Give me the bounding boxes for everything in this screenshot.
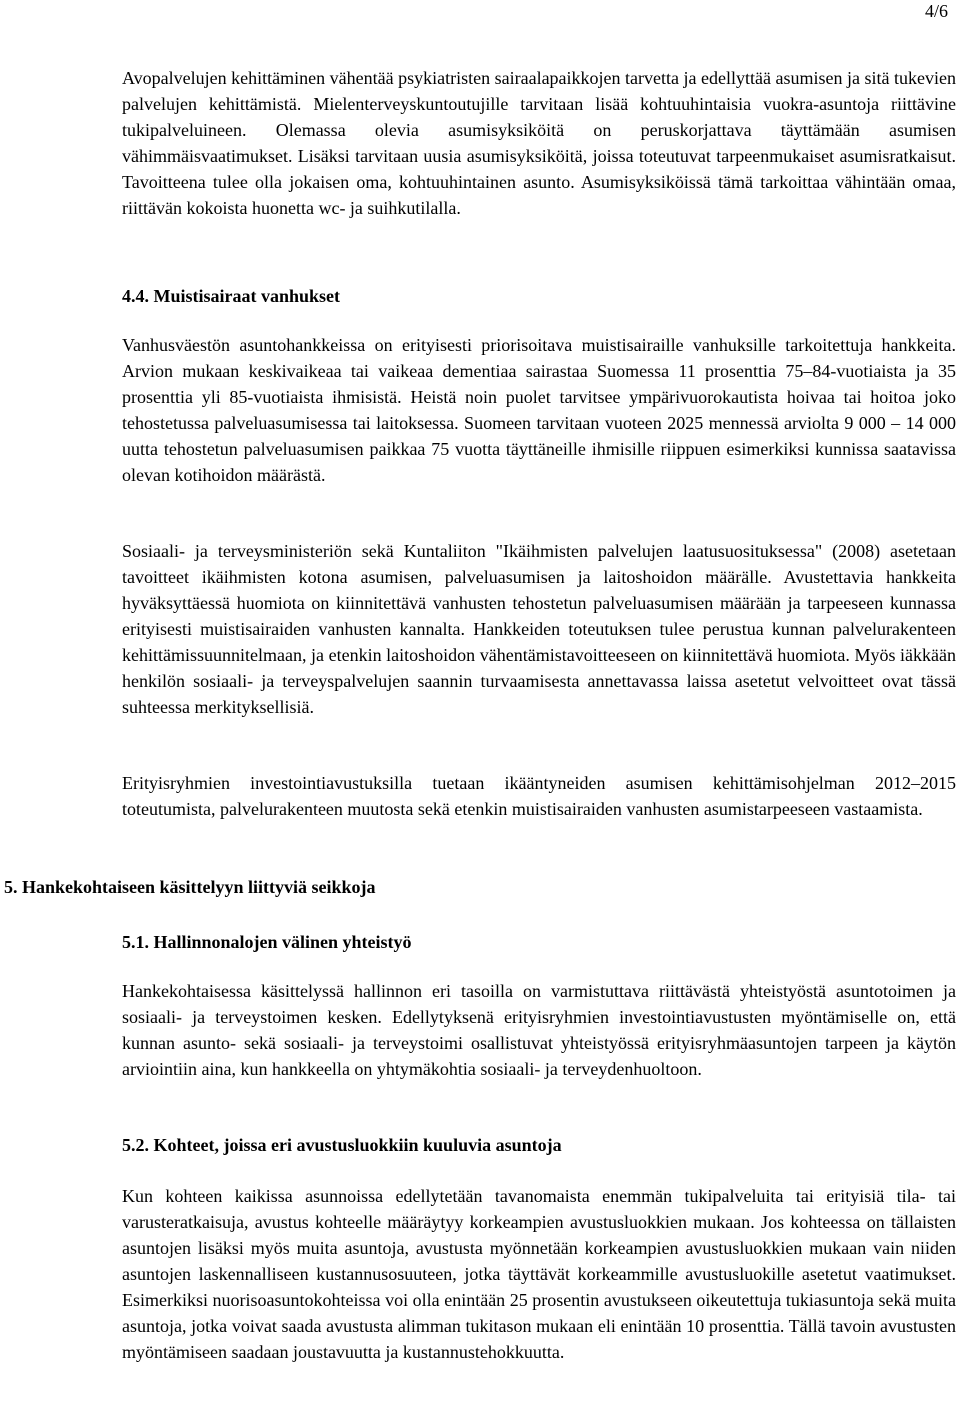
section-4-4-paragraph-3: Erityisryhmien investointiavustuksilla tuetaan ikääntyneiden asumisen kehittämisohjelman 2012–2015 toteutumista, palvelurakenteen muutosta sekä etenkin muistisairaiden vanhusten asumistarpeeseen vastaamista. bbox=[122, 773, 956, 819]
page-number: 4/6 bbox=[924, 1, 948, 21]
section-5-1-paragraph: Hankekohtaisessa käsittelyssä hallinnon eri tasoilla on varmistuttava riittävästä yhteistyöstä asuntotoimen ja sosiaali- ja terveystoimen kesken. Edellytyksenä erityisryhmien investointiavustusten myöntämiselle on, että kunnan asunto- sekä sosiaali- ja terveystoimi osallistuvat yhteistyössä erityisryhmäasuntojen tarpeen ja käytön arviointiin aina, kun hankkeella on yhtymäkohtia sosiaali- ja terveydenhuoltoon. bbox=[122, 981, 956, 1079]
intro-paragraph: Avopalvelujen kehittäminen vähentää psykiatristen sairaalapaikkojen tarvetta ja edellyttää asumisen ja sitä tukevien palvelujen kehittämistä. Mielenterveyskuntoutujille tarvitaan lisää kohtuuhintaisia vuokra-asuntoja riittävine tukipalveluineen. Olemassa olevia asumisyksiköitä on peruskorjattava täyttämään asumisen vähimmäisvaatimukset. Lisäksi tarvitaan uusia asumisyksiköitä, joissa toteutuvat tarpeenmukaiset asumisratkaisut. Tavoitteena tulee olla jokaisen oma, kohtuuhintainen asunto. Asumisyksiköissä tämä tarkoittaa vähintään omaa, riittävän kokoista huonetta wc- ja suihkutilalla. bbox=[122, 68, 956, 218]
section-4-4-heading: 4.4. Muistisairaat vanhukset bbox=[122, 286, 341, 306]
section-5-2-paragraph: Kun kohteen kaikissa asunnoissa edellytetään tavanomaista enemmän tukipalveluita tai erityisiä tila- tai varusteratkaisuja, avustus kohteelle määräytyy korkeampien avustusluokkien mukaan. Jos kohteessa on tällaisten asuntojen lisäksi myös muita asuntoja, avustusta myönnetään korkeampien avustusluokkien mukaan vain niiden asuntojen laskennalliseen kustannusosuuteen, jotka täyttävät korkeammille avustusluokille asetetut vaatimukset. Esimerkiksi nuorisoasuntokohteissa voi olla enintään 25 prosentin avustukseen oikeutettuja tukiasuntoja sekä muita asuntoja, jotka voivat saada avustusta alimman tukitason mukaan eli enintään 10 prosenttia. Tällä tavoin avustusten myöntämiseen saadaan joustavuutta ja kustannustehokkuutta. bbox=[122, 1186, 956, 1362]
section-5-heading: 5. Hankekohtaiseen käsittelyyn liittyviä seikkoja bbox=[4, 877, 376, 897]
section-4-4-paragraph-1: Vanhusväestön asuntohankkeissa on erityisesti priorisoitava muistisairaille vanhuksille tarkoitettuja hankkeita. Arvion mukaan keskivaikeaa tai vaikeaa dementiaa sairastaa Suomessa 11 prosenttia 75–84-vuotiaista ja 35 prosenttia yli 85-vuotiaista ihmisistä. Heistä noin puolet tarvitsee ympärivuorokautista hoivaa tai hoitoa joko tehostetussa palveluasumisessa tai laitoksessa. Suomeen tarvitaan vuoteen 2025 mennessä arviolta 9 000 – 14 000 uutta tehostetun palveluasumisen paikkaa 75 vuotta täyttäneille ihmisille riippuen esimerkiksi kunnissa saatavissa olevan kotihoidon määrästä. bbox=[122, 335, 956, 485]
section-5-2-heading: 5.2. Kohteet, joissa eri avustusluokkiin kuuluvia asuntoja bbox=[122, 1135, 562, 1155]
section-5-1-heading: 5.1. Hallinnonalojen välinen yhteistyö bbox=[122, 932, 412, 952]
section-4-4-paragraph-2: Sosiaali- ja terveysministeriön sekä Kuntaliiton "Ikäihmisten palvelujen laatusuosituksessa" (2008) asetetaan tavoitteet ikäihmisten kotona asumisen, palveluasumisen ja laitoshoidon määrälle. Avustettavia hankkeita hyväksyttäessä huomiota on kiinnitettävä vanhusten tehostetun palveluasumisen määrään ja tarpeeseen kunnassa erityisesti muistisairaiden vanhusten kannalta. Hankkeiden toteutuksen tulee perustua kunnan palvelurakenteen kehittämissuunnitelmaan, ja etenkin laitoshoidon vähentämistavoitteeseen on kiinnitettävä huomiota. Myös iäkkään henkilön sosiaali- ja terveyspalvelujen saannin turvaamisesta annettavassa laissa asetetut velvoitteet ovat tässä suhteessa merkityksellisiä. bbox=[122, 541, 956, 717]
